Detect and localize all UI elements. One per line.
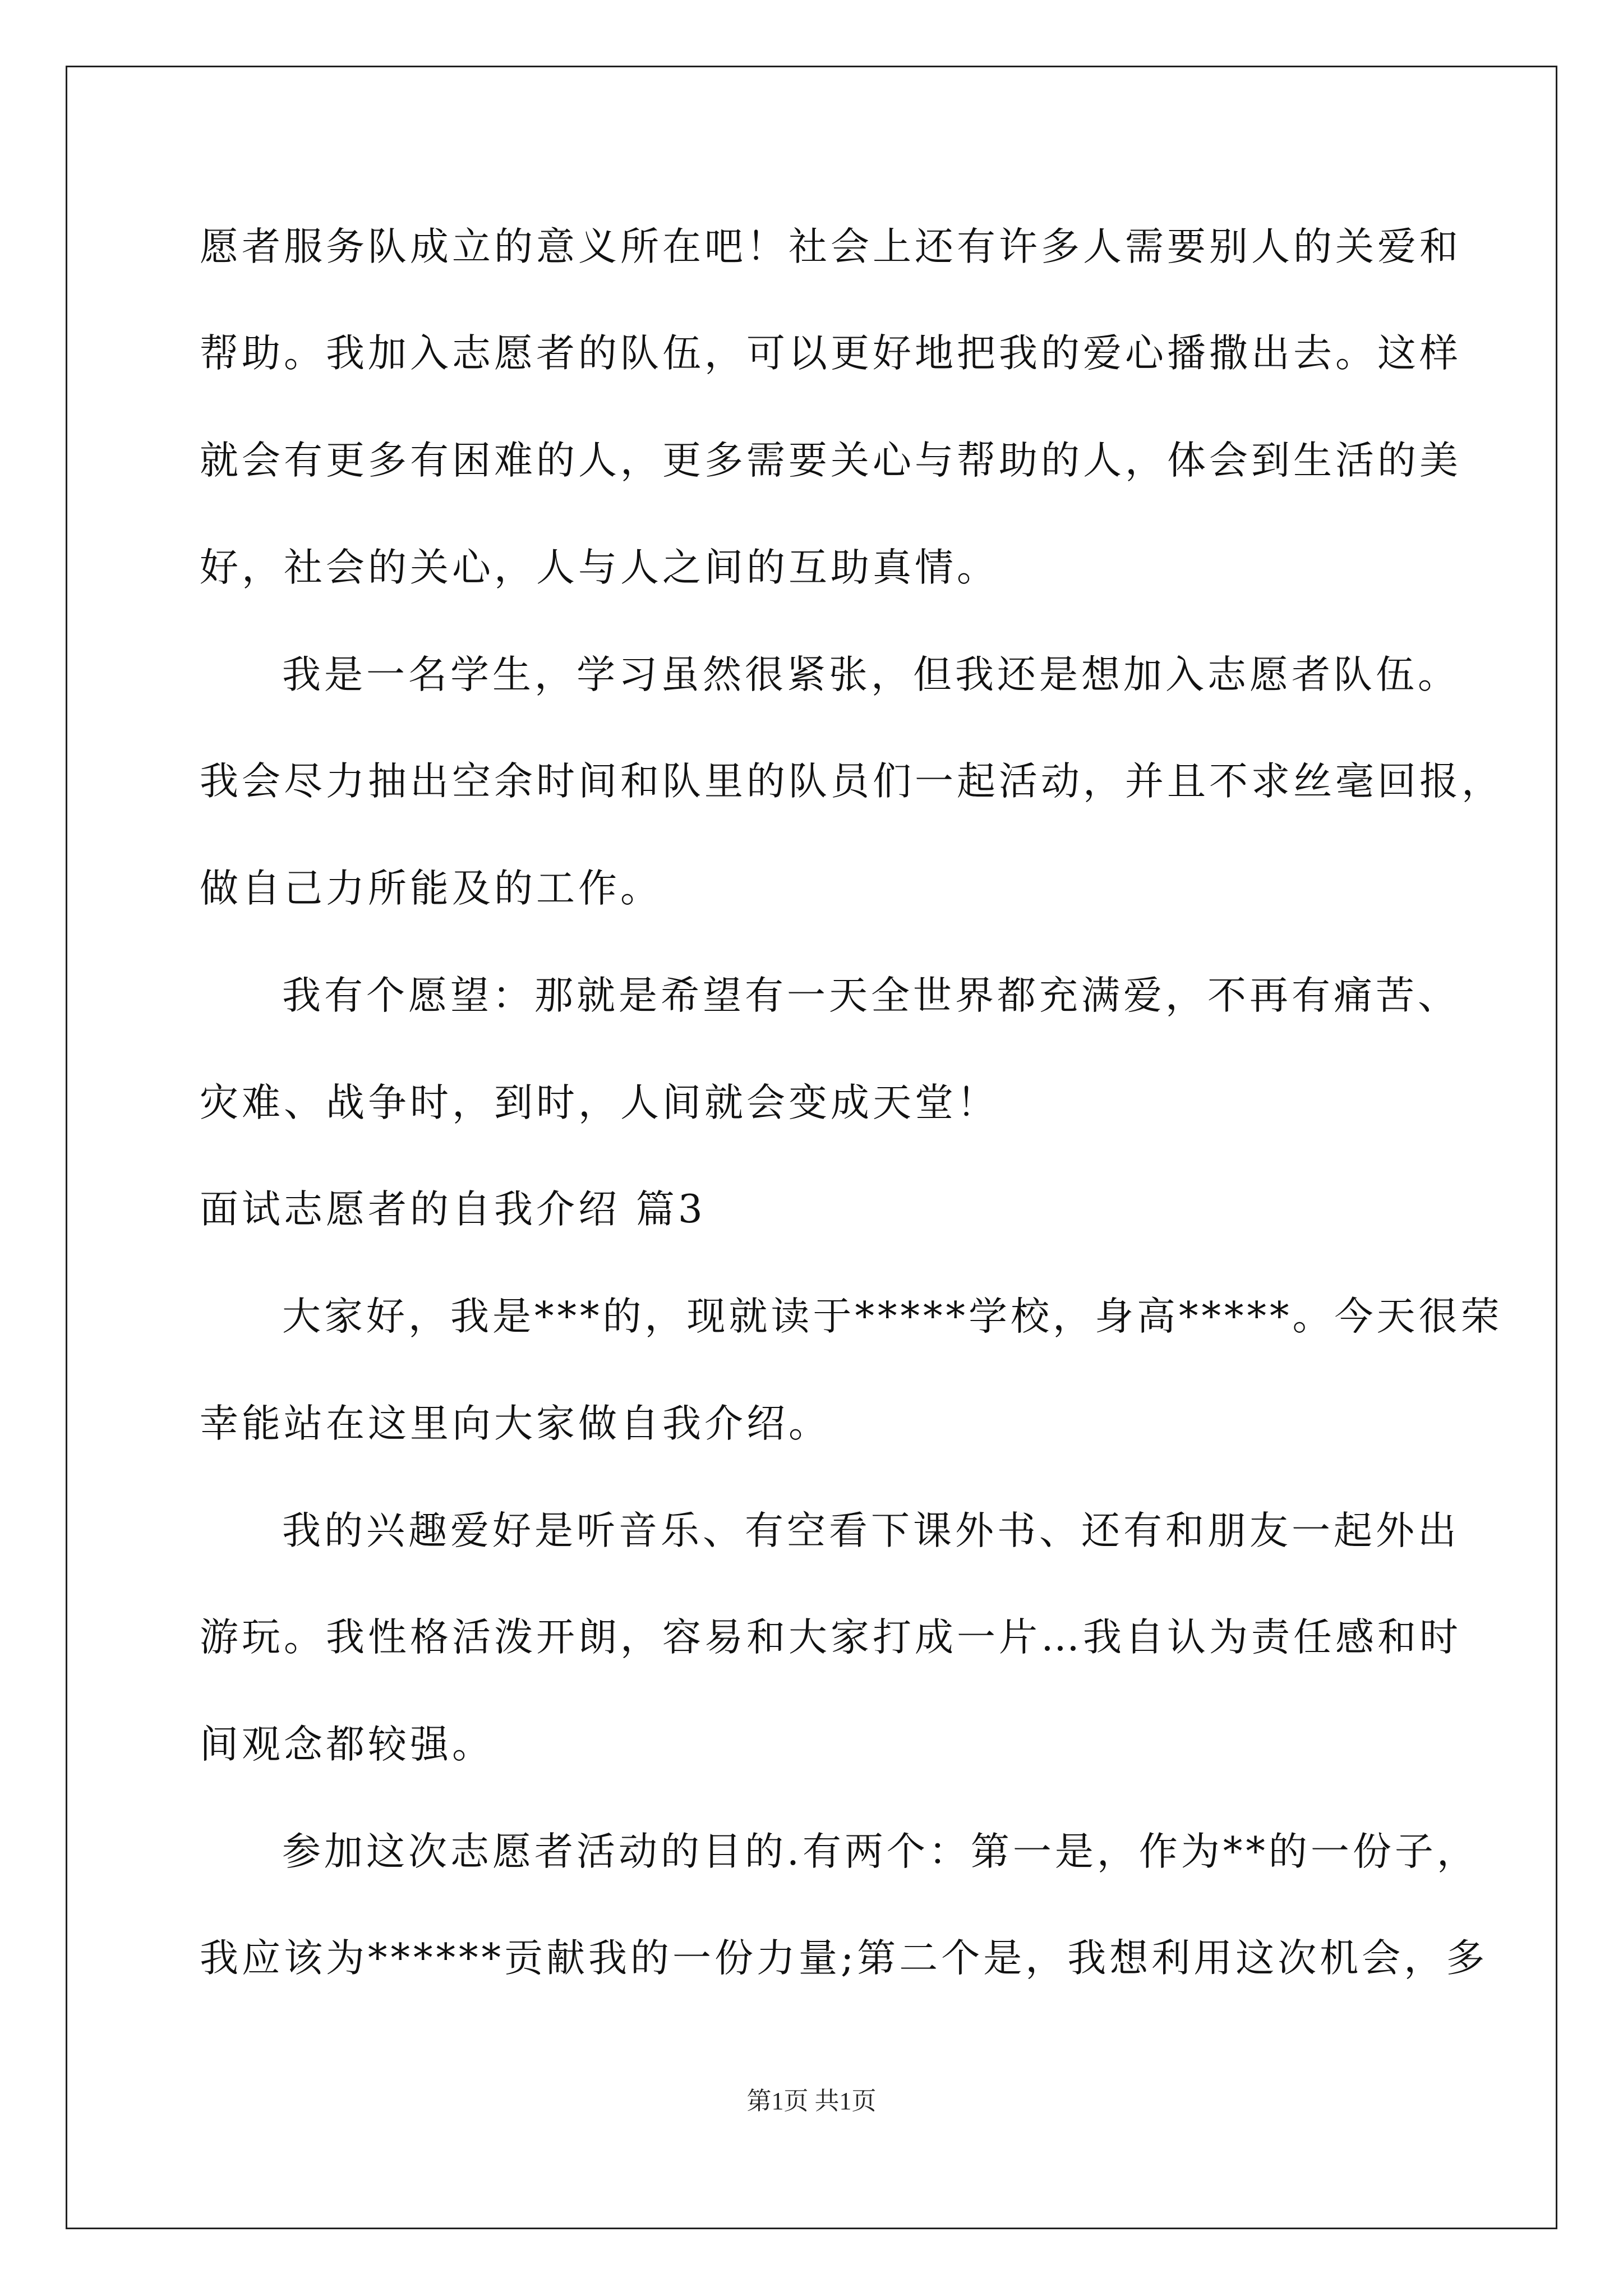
- paragraph-start-line: 我是一名学生，学习虽然很紧张，但我还是想加入志愿者队伍。: [282, 652, 1460, 697]
- paragraph-start-line: 我有个愿望：那就是希望有一天全世界都充满爱，不再有痛苦、: [282, 973, 1460, 1018]
- text-line: 好，社会的关心，人与人之间的互助真情。: [200, 545, 999, 590]
- paragraph-start-line: 大家好，我是***的，现就读于*****学校，身高*****。今天很荣: [282, 1294, 1503, 1339]
- text-line: 灾难、战争时，到时，人间就会变成天堂！: [200, 1080, 999, 1125]
- paragraph-start-line: 参加这次志愿者活动的目的.有两个：第一是，作为**的一份子，: [282, 1829, 1479, 1874]
- text-line: 我应该为******贡献我的一份力量;第二个是，我想利用这次机会，多: [200, 1936, 1488, 1981]
- page-border: [66, 66, 1557, 2229]
- text-line: 愿者服务队成立的意义所在吧！社会上还有许多人需要别人的关爱和: [200, 224, 1461, 269]
- text-line: 幸能站在这里向大家做自我介绍。: [200, 1401, 831, 1446]
- section-heading: 面试志愿者的自我介绍 篇3: [200, 1187, 706, 1232]
- text-line: 游玩。我性格活泼开朗，容易和大家打成一片…我自认为责任感和时: [200, 1615, 1461, 1660]
- page-number-footer: 第1页 共1页: [746, 2087, 877, 2115]
- text-line: 做自己力所能及的工作。: [200, 866, 662, 911]
- text-line: 就会有更多有困难的人，更多需要关心与帮助的人，体会到生活的美: [200, 438, 1461, 483]
- paragraph-start-line: 我的兴趣爱好是听音乐、有空看下课外书、还有和朋友一起外出: [282, 1508, 1460, 1553]
- text-line: 间观念都较强。: [200, 1722, 494, 1767]
- text-line: 帮助。我加入志愿者的队伍，可以更好地把我的爱心播撒出去。这样: [200, 331, 1461, 376]
- text-line: 我会尽力抽出空余时间和队里的队员们一起活动，并且不求丝毫回报，: [200, 759, 1504, 804]
